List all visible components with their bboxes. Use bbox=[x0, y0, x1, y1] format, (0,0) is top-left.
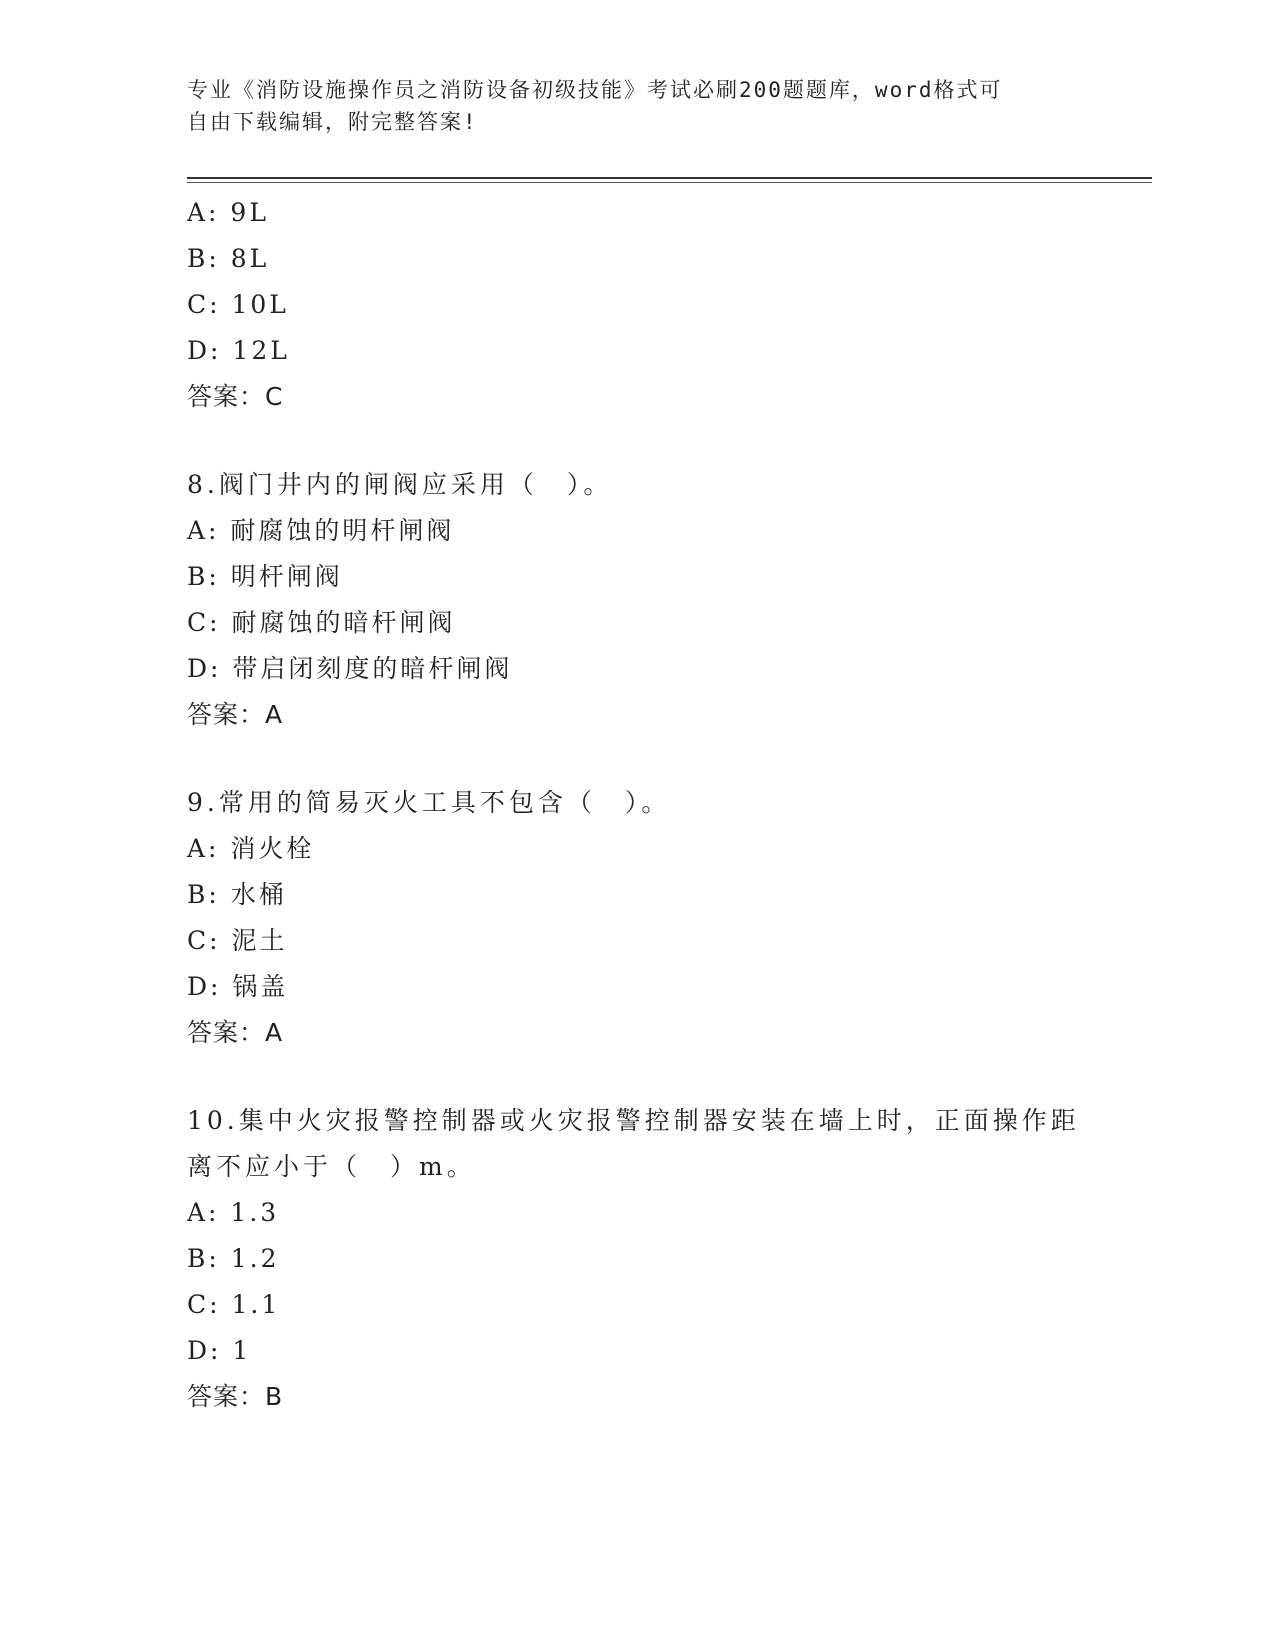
document-header bbox=[187, 74, 1087, 138]
question-8 bbox=[187, 462, 1147, 738]
question-9 bbox=[187, 780, 1147, 1056]
option-c: C: 耐腐蚀的暗杆闸阀 bbox=[187, 608, 456, 637]
option-a: A: 9L bbox=[187, 198, 269, 227]
answer: 答案：C bbox=[187, 382, 284, 411]
spacer bbox=[187, 1056, 1147, 1098]
header-divider-thick bbox=[187, 177, 1152, 179]
option-c: C: 10L bbox=[187, 290, 289, 319]
question-7 bbox=[187, 190, 1147, 420]
header-divider-thin bbox=[187, 182, 1152, 183]
option-a: A: 耐腐蚀的明杆闸阀 bbox=[187, 516, 455, 545]
option-c: C: 1.1 bbox=[187, 1290, 281, 1319]
question-stem: 9.常用的简易灭火工具不包含（ ）。 bbox=[187, 788, 671, 817]
option-b: B: 1.2 bbox=[187, 1244, 280, 1273]
question-stem-line-1: 10.集中火灾报警控制器或火灾报警控制器安装在墙上时，正面操作距 bbox=[187, 1106, 1080, 1135]
spacer bbox=[187, 738, 1147, 780]
option-a: A: 1.3 bbox=[187, 1198, 280, 1227]
option-d: D: 锅盖 bbox=[187, 972, 289, 1001]
option-d: D: 12L bbox=[187, 336, 290, 365]
answer: 答案：B bbox=[187, 1382, 284, 1411]
question-stem-line-2: 离不应小于（ ）m。 bbox=[187, 1152, 476, 1181]
question-10 bbox=[187, 1098, 1147, 1420]
option-b: B: 水桶 bbox=[187, 880, 287, 909]
option-b: B: 明杆闸阀 bbox=[187, 562, 343, 591]
option-d: D: 带启闭刻度的暗杆闸阀 bbox=[187, 654, 513, 683]
header-line-2: 自由下载编辑，附完整答案! bbox=[187, 110, 478, 134]
option-a: A: 消火栓 bbox=[187, 834, 315, 863]
header-line-1: 专业《消防设施操作员之消防设备初级技能》考试必刷200题题库，word格式可 bbox=[187, 78, 1003, 102]
answer: 答案：A bbox=[187, 700, 284, 729]
option-c: C: 泥土 bbox=[187, 926, 288, 955]
option-b: B: 8L bbox=[187, 244, 270, 273]
answer: 答案：A bbox=[187, 1018, 284, 1047]
question-list bbox=[187, 190, 1147, 1420]
question-stem: 8.阀门井内的闸阀应采用（ ）。 bbox=[187, 470, 613, 499]
question-stem bbox=[187, 1098, 1147, 1190]
spacer bbox=[187, 420, 1147, 462]
option-d: D: 1 bbox=[187, 1336, 252, 1365]
